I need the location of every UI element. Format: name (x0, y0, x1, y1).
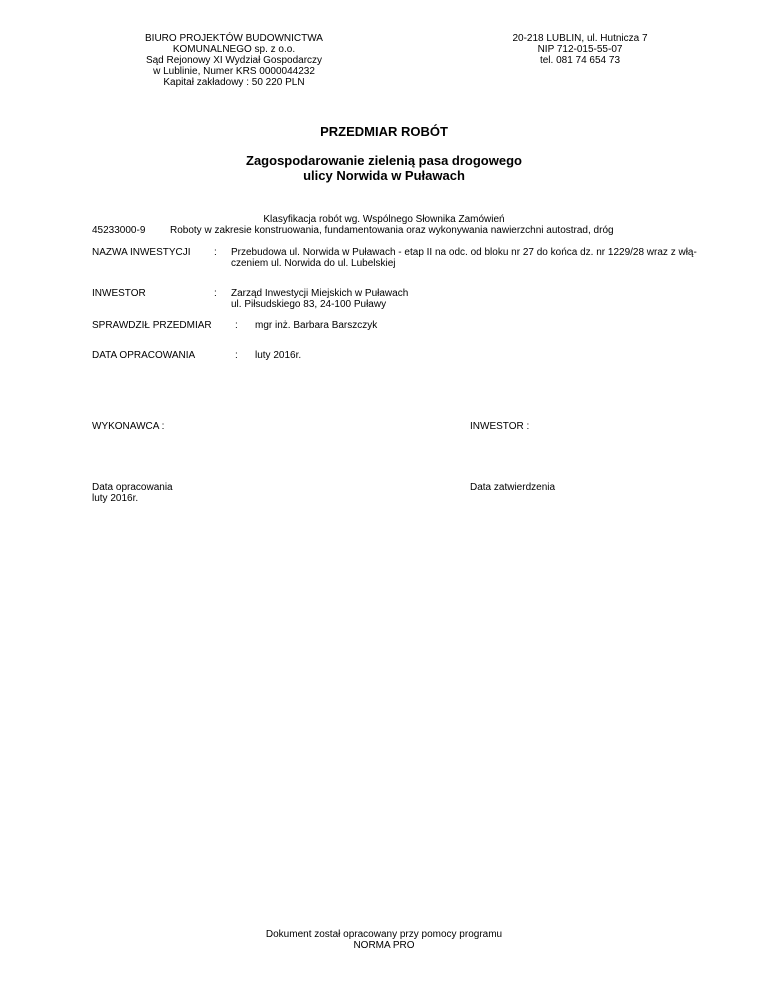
field-value-preparation-date (255, 350, 301, 361)
classification-heading: Klasyfikacja robót wg. Wspólnego Słownika Zamówień (263, 214, 505, 225)
field-value-investor (231, 288, 408, 310)
field-value-line: Przebudowa ul. Norwida w Puławach - etap II na odc. od bloku nr 27 do końca dz. nr 1229/28 wraz z włą- (231, 247, 697, 258)
signature-contractor-label: WYKONAWCA : (92, 421, 165, 432)
footer-note (0, 929, 768, 951)
approval-date-label: Data zatwierdzenia (470, 482, 556, 493)
preparation-date-block (92, 482, 173, 504)
field-value-line: luty 2016r. (255, 350, 302, 361)
field-label-investor: INWESTOR (92, 288, 146, 299)
field-colon: : (214, 247, 217, 258)
field-value-checked-by (255, 320, 377, 331)
company-line: Kapitał zakładowy : 50 220 PLN (163, 77, 305, 88)
field-label-investment-name: NAZWA INWESTYCJI (92, 247, 191, 258)
field-value-line: czeniem ul. Norwida do ul. Lubelskiej (231, 258, 396, 269)
address-line: NIP 712-015-55-07 (537, 44, 623, 55)
preparation-date-label: Data opracowania (92, 482, 173, 493)
company-line: w Lublinie, Numer KRS 0000044232 (153, 66, 315, 77)
classification-description: Roboty w zakresie konstruowania, fundamentowania oraz wykonywania nawierzchni autostrad, dróg (170, 225, 614, 236)
field-value-line: mgr inż. Barbara Barszczyk (255, 320, 378, 331)
company-address (460, 33, 700, 66)
signature-investor-label: INWESTOR : (470, 421, 530, 432)
footer-line: Dokument został opracowany przy pomocy programu (265, 929, 503, 940)
subtitle-line: Zagospodarowanie zielenią pasa drogowego (246, 153, 522, 168)
preparation-date-value: luty 2016r. (92, 493, 139, 504)
footer-line: NORMA PRO (353, 940, 415, 951)
company-line: BIURO PROJEKTÓW BUDOWNICTWA (145, 33, 323, 44)
document-title: PRZEDMIAR ROBÓT (320, 124, 448, 139)
field-label-checked-by: SPRAWDZIŁ PRZEDMIAR (92, 320, 212, 331)
field-value-line: Zarząd Inwestycji Miejskich w Puławach (231, 288, 409, 299)
company-line: KOMUNALNEGO sp. z o.o. (172, 44, 296, 55)
company-info (100, 33, 368, 88)
field-colon: : (235, 320, 238, 331)
field-colon: : (235, 350, 238, 361)
subtitle-line: ulicy Norwida w Puławach (303, 168, 465, 183)
address-line: tel. 081 74 654 73 (539, 55, 621, 66)
company-line: Sąd Rejonowy XI Wydział Gospodarczy (145, 55, 323, 66)
classification-code: 45233000-9 (92, 225, 146, 236)
address-line: 20-218 LUBLIN, ul. Hutnicza 7 (512, 33, 648, 44)
field-colon: : (214, 288, 217, 299)
document-subtitle (0, 153, 768, 183)
field-value-investment-name (231, 247, 697, 269)
field-value-line: ul. Piłsudskiego 83, 24-100 Puławy (231, 299, 387, 310)
field-label-preparation-date: DATA OPRACOWANIA (92, 350, 196, 361)
